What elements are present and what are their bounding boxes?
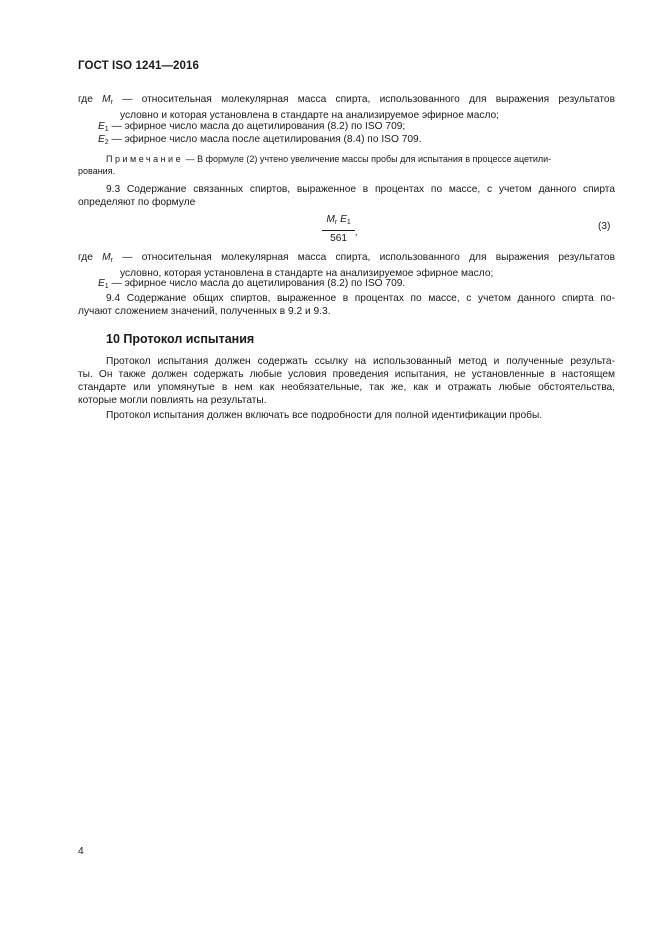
definition-text: относительная молекулярная масса спирта, использованного для выражения результатов — [141, 94, 615, 105]
note-text: — В формуле (2) учтено увеличение массы пробы для испытания в процессе ацетили- — [185, 154, 552, 164]
formula-numerator: $M_r$ $E_1$ — [322, 213, 354, 231]
definition-text: эфирное число масла до ацетилирования (8.2) по ISO 709; — [124, 121, 406, 132]
definition-continuation: условно, которая установлена в стандарте на анализируемое эфирное масло; — [120, 268, 494, 279]
paragraph-9-3: 9.3 Содержание связанных спиртов, выраженное в процентах по массе, с учетом данного спирта определяют по формуле — [78, 184, 615, 208]
definition-text: относительная молекулярная масса спирта, использованного для выражения результатов — [141, 252, 615, 263]
definition-text: эфирное число масла до ацетилирования (8.2) по ISO 709. — [124, 278, 406, 289]
note-label: Примечание — [106, 154, 184, 164]
definition-continuation: условно и которая установлена в стандарте на анализируемое эфирное масло; — [120, 110, 500, 121]
definition-mr-2: где $M_r$ — относительная молекулярная масса спирта, использованного для выражения результатов условно, которая установлена в стандарте на анализируемое эфирное масло; — [78, 252, 615, 279]
note-continuation: рования. — [78, 166, 116, 176]
definition-e1: $E_1$ — эфирное число масла до ацетилирования (8.2) по ISO 709; — [98, 121, 406, 133]
definition-dash: — — [122, 94, 133, 105]
definition-lead: где — [78, 94, 93, 105]
definition-e1-2: $E_1$ — эфирное число масла до ацетилирования (8.2) по ISO 709. — [98, 278, 406, 290]
paragraph-9-4: 9.4 Содержание общих спиртов, выраженное в процентах по массе, с учетом данного спирта по- лучают сложением значений, полученных в 9.2 и 9.3. — [78, 293, 615, 317]
definition-mr — [78, 93, 615, 122]
definition-text: эфирное число масла после ацетилирования (8.4) по ISO 709. — [124, 134, 422, 145]
note — [78, 153, 615, 177]
equation-number: (3) — [598, 221, 611, 232]
symbol-mr: $M_r$ — [102, 252, 113, 264]
formula-3: $\frac{M_r E_1}{561}$ , — [300, 213, 380, 245]
symbol-mr: $M_r$ — [102, 94, 113, 106]
definition-e2: $E_2$ — эфирное число масла после ацетилирования (8.4) по ISO 709. — [98, 134, 422, 146]
page-number: 4 — [78, 846, 84, 857]
paragraph-10-2: Протокол испытания должен включать все подробности для полной идентификации пробы. — [106, 410, 543, 421]
paragraph-10-1: Протокол испытания должен содержать ссылку на использованный метод и полученные результа- ты. Он также должен содержать любые условия проведения испытания, не установленные в настоящем стандарте или упомянутые в нем как необязательные, так же, как и отражать любые обстоятельства, которые могли повлиять на результаты. — [78, 356, 615, 406]
document-header: ГОСТ ISO 1241—2016 — [78, 60, 200, 72]
section-title: 10 Протокол испытания — [106, 332, 255, 346]
formula-denominator: 561 — [330, 233, 348, 244]
